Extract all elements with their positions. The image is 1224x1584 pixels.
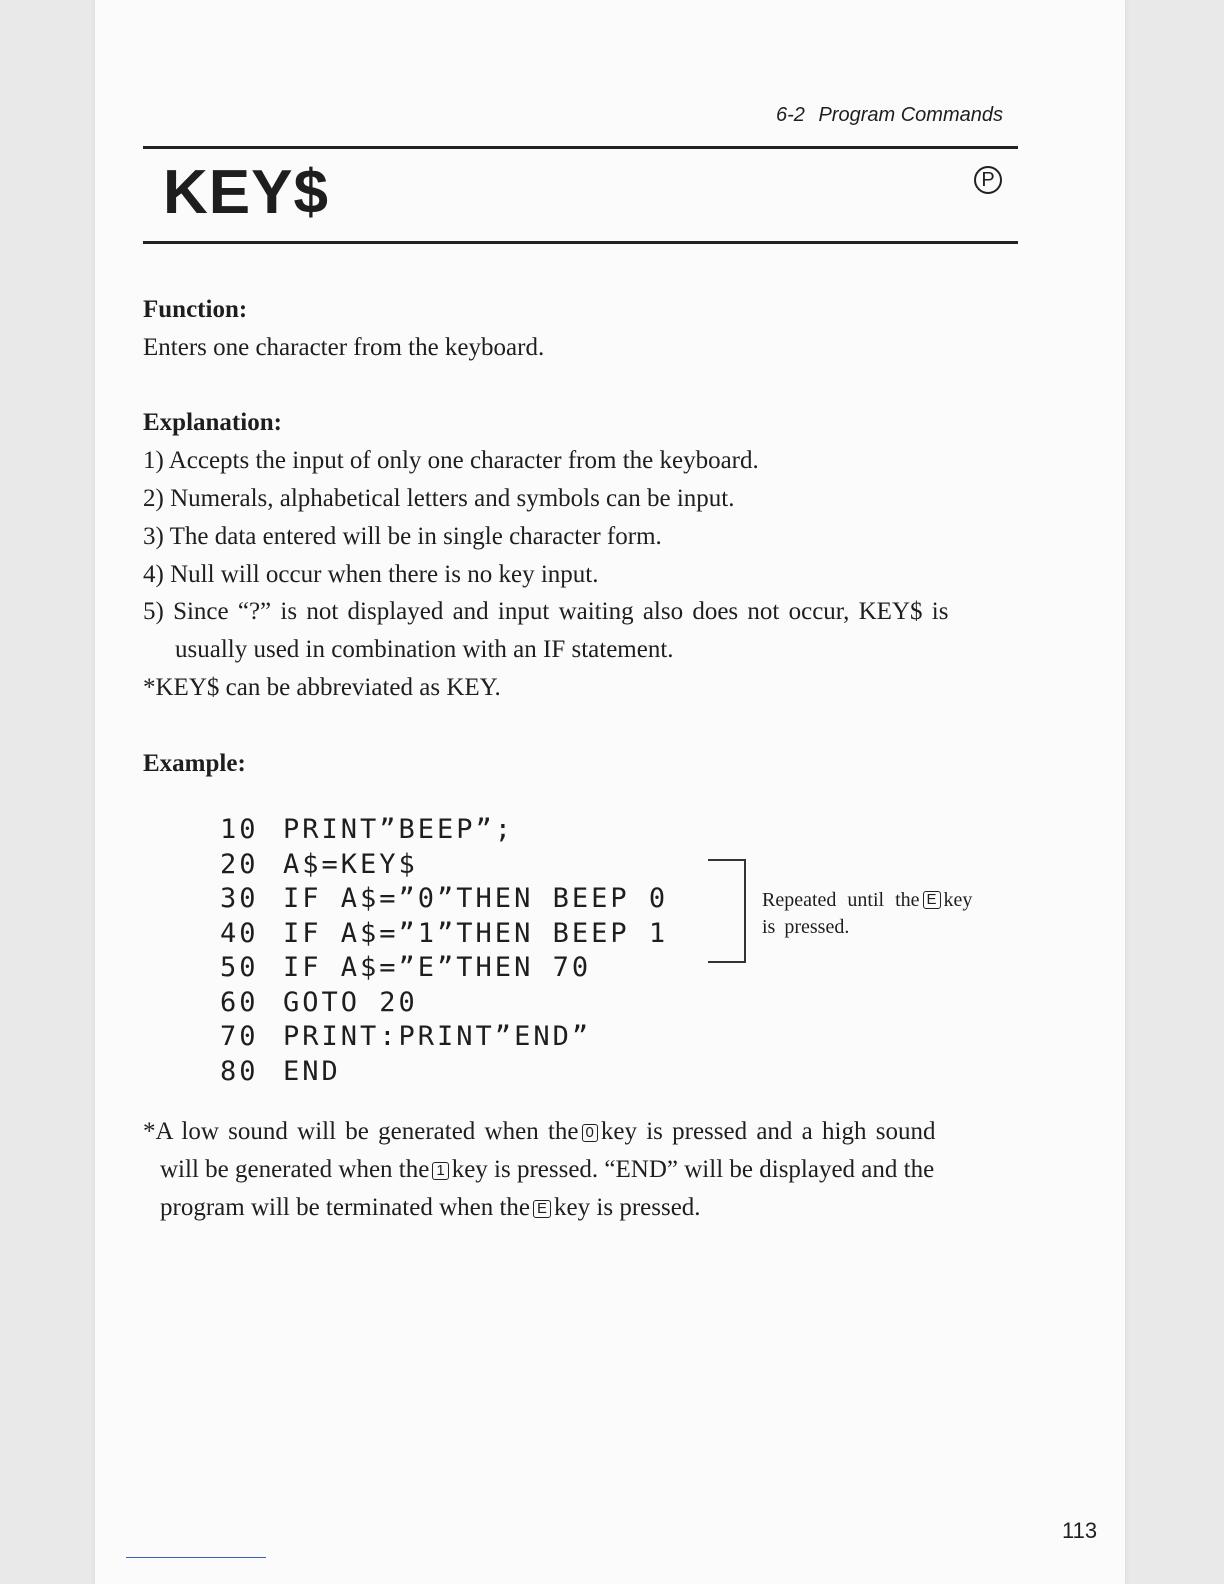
line-number: 40 bbox=[220, 918, 259, 949]
repeat-annotation-line1 bbox=[762, 890, 972, 910]
page-number: 113 bbox=[1062, 1518, 1098, 1543]
line-number: 20 bbox=[220, 849, 259, 880]
code-statement: GOTO 20 bbox=[283, 987, 418, 1018]
footnote-text: key is pressed. “END” will be displayed and the bbox=[451, 1156, 935, 1183]
repeat-bracket bbox=[708, 859, 746, 963]
line-number: 70 bbox=[220, 1021, 259, 1052]
code-statement: PRINT:PRINT”END” bbox=[283, 1021, 592, 1052]
explanation-item: 4) Null will occur when there is no key input. bbox=[143, 561, 599, 588]
scan-edge-line bbox=[126, 1557, 266, 1558]
function-text: Enters one character from the keyboard. bbox=[143, 334, 545, 361]
running-head bbox=[776, 104, 1003, 127]
code-statement: IF A$=”1”THEN BEEP 1 bbox=[283, 918, 669, 949]
footnote-text: will be generated when the bbox=[160, 1156, 430, 1183]
program-mode-mark: P bbox=[974, 166, 1002, 194]
line-number: 50 bbox=[220, 952, 259, 983]
explanation-item: 3) The data entered will be in single character form. bbox=[143, 523, 662, 550]
abbreviation-note: *KEY$ can be abbreviated as KEY. bbox=[143, 674, 501, 701]
explanation-item: 5) Since “?” is not displayed and input waiting also does not occur, KEY$ is bbox=[143, 598, 949, 625]
example-heading: Example: bbox=[143, 750, 246, 777]
footnote-line2 bbox=[160, 1157, 934, 1182]
e-key-icon: E bbox=[923, 891, 941, 909]
footnote-line3 bbox=[160, 1195, 701, 1220]
code-statement: PRINT”BEEP”; bbox=[283, 814, 515, 845]
line-number: 30 bbox=[220, 883, 259, 914]
repeat-annotation-line2: is pressed. bbox=[762, 916, 850, 938]
title-rule-top bbox=[143, 146, 1018, 149]
explanation-item: 2) Numerals, alphabetical letters and symbols can be input. bbox=[143, 485, 735, 512]
footnote-text: program will be terminated when the bbox=[160, 1194, 531, 1221]
page-title: KEY$ bbox=[163, 158, 329, 227]
one-key-icon: 1 bbox=[432, 1162, 448, 1180]
section-title: Program Commands bbox=[818, 104, 1003, 126]
footnote-text: key is pressed and a high sound bbox=[600, 1118, 936, 1145]
explanation-item-continuation: usually used in combination with an IF statement. bbox=[175, 636, 674, 663]
code-statement: IF A$=”0”THEN BEEP 0 bbox=[283, 883, 669, 914]
annotation-text: Repeated until the bbox=[762, 889, 920, 911]
explanation-item: 1) Accepts the input of only one character from the keyboard. bbox=[143, 447, 759, 474]
code-statement: A$=KEY$ bbox=[283, 849, 418, 880]
section-number: 6-2 bbox=[776, 104, 805, 126]
footnote-line1 bbox=[143, 1119, 935, 1144]
line-number: 80 bbox=[220, 1056, 259, 1087]
line-number: 10 bbox=[220, 814, 259, 845]
zero-key-icon: 0 bbox=[582, 1124, 598, 1142]
page-sheet bbox=[95, 0, 1125, 1584]
title-rule-bottom bbox=[143, 241, 1018, 244]
explanation-heading: Explanation: bbox=[143, 409, 282, 436]
footnote-text: *A low sound will be generated when the bbox=[143, 1118, 579, 1145]
e-key-icon: E bbox=[533, 1200, 551, 1218]
code-statement: IF A$=”E”THEN 70 bbox=[283, 952, 592, 983]
annotation-text: key bbox=[943, 889, 973, 911]
code-statement: END bbox=[283, 1056, 341, 1087]
footnote-text: key is pressed. bbox=[554, 1194, 701, 1221]
function-heading: Function: bbox=[143, 296, 248, 323]
line-number: 60 bbox=[220, 987, 259, 1018]
